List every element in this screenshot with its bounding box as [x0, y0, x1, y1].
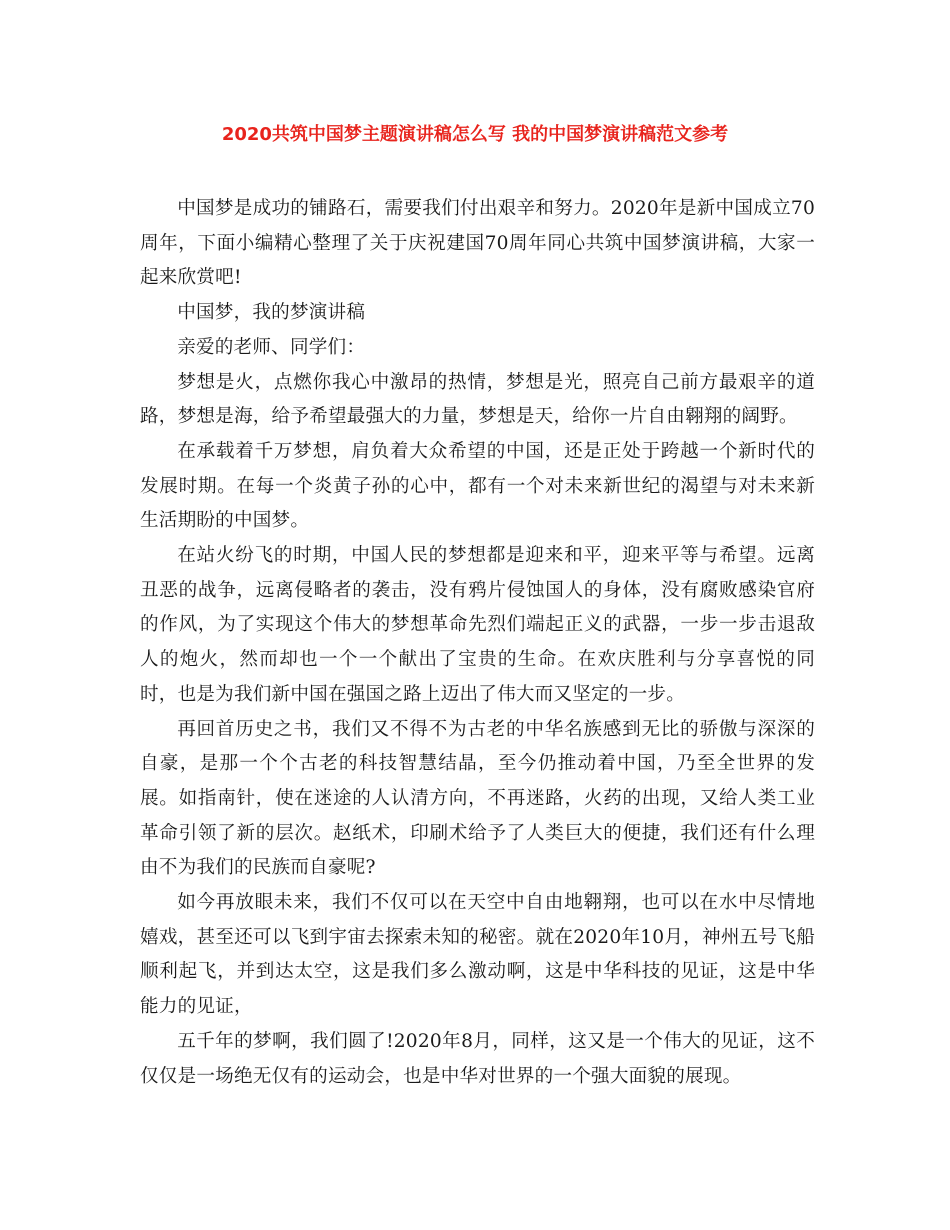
- salutation-line: 亲爱的老师、同学们：: [177, 336, 366, 358]
- intro-paragraph: 中国梦是成功的铺路石，需要我们付出艰辛和努力。2020年是新中国成立70周年，下面小编精心整理了关于庆祝建国70周年同心共筑中国梦演讲稿，大家一起来欣赏吧!: [140, 198, 815, 289]
- body-paragraph: 如今再放眼未来，我们不仅可以在天空中自由地翱翔，也可以在水中尽情地嬉戏，甚至还可以飞到宇宙去探索未知的秘密。就在2020年10月，神州五号飞船顺利起飞，并到达太空，这是我们多么激动啊，这是中华科技的见证，这是中华能力的见证，: [140, 892, 815, 1018]
- body-paragraph: 在站火纷飞的时期，中国人民的梦想都是迎来和平，迎来平等与希望。远离丑恶的战争，远离侵略者的袭击，没有鸦片侵蚀国人的身体，没有腐败感染官府的作风，为了实现这个伟大的梦想革命先烈们端起正义的武器，一步一步击退敌人的炮火，然而却也一个一个献出了宝贵的生命。在欢庆胜利与分享喜悦的同时，也是为我们新中国在强国之路上迈出了伟大而又坚定的一步。: [140, 545, 815, 705]
- speech-title-line: 中国梦，我的梦演讲稿: [177, 302, 366, 324]
- body-paragraph: 五千年的梦啊，我们圆了!2020年8月，同样，这又是一个伟大的见证，这不仅仅是一场绝无仅有的运动会，也是中华对世界的一个强大面貌的展现。: [140, 1030, 815, 1087]
- document-title: 2020共筑中国梦主题演讲稿怎么写 我的中国梦演讲稿范文参考: [221, 124, 729, 145]
- body-paragraph: 在承载着千万梦想，肩负着大众希望的中国，还是正处于跨越一个新时代的发展时期。在每一个炎黄子孙的心中，都有一个对未来新世纪的渴望与对未来新生活期盼的中国梦。: [140, 440, 815, 532]
- document-body: [140, 192, 815, 1094]
- body-paragraph: 梦想是火，点燃你我心中激昂的热情，梦想是光，照亮自己前方最艰辛的道路，梦想是海，给予希望最强大的力量，梦想是天，给你一片自由翱翔的阔野。: [140, 371, 815, 428]
- body-paragraph: 再回首历史之书，我们又不得不为古老的中华名族感到无比的骄傲与深深的自豪，是那一个个古老的科技智慧结晶，至今仍推动着中国，乃至全世界的发展。如指南针，使在迷途的人认清方向，不再迷路，火药的出现，又给人类工业革命引领了新的层次。赵纸术，印刷术给予了人类巨大的便捷，我们还有什么理由不为我们的民族而自豪呢?: [140, 718, 815, 879]
